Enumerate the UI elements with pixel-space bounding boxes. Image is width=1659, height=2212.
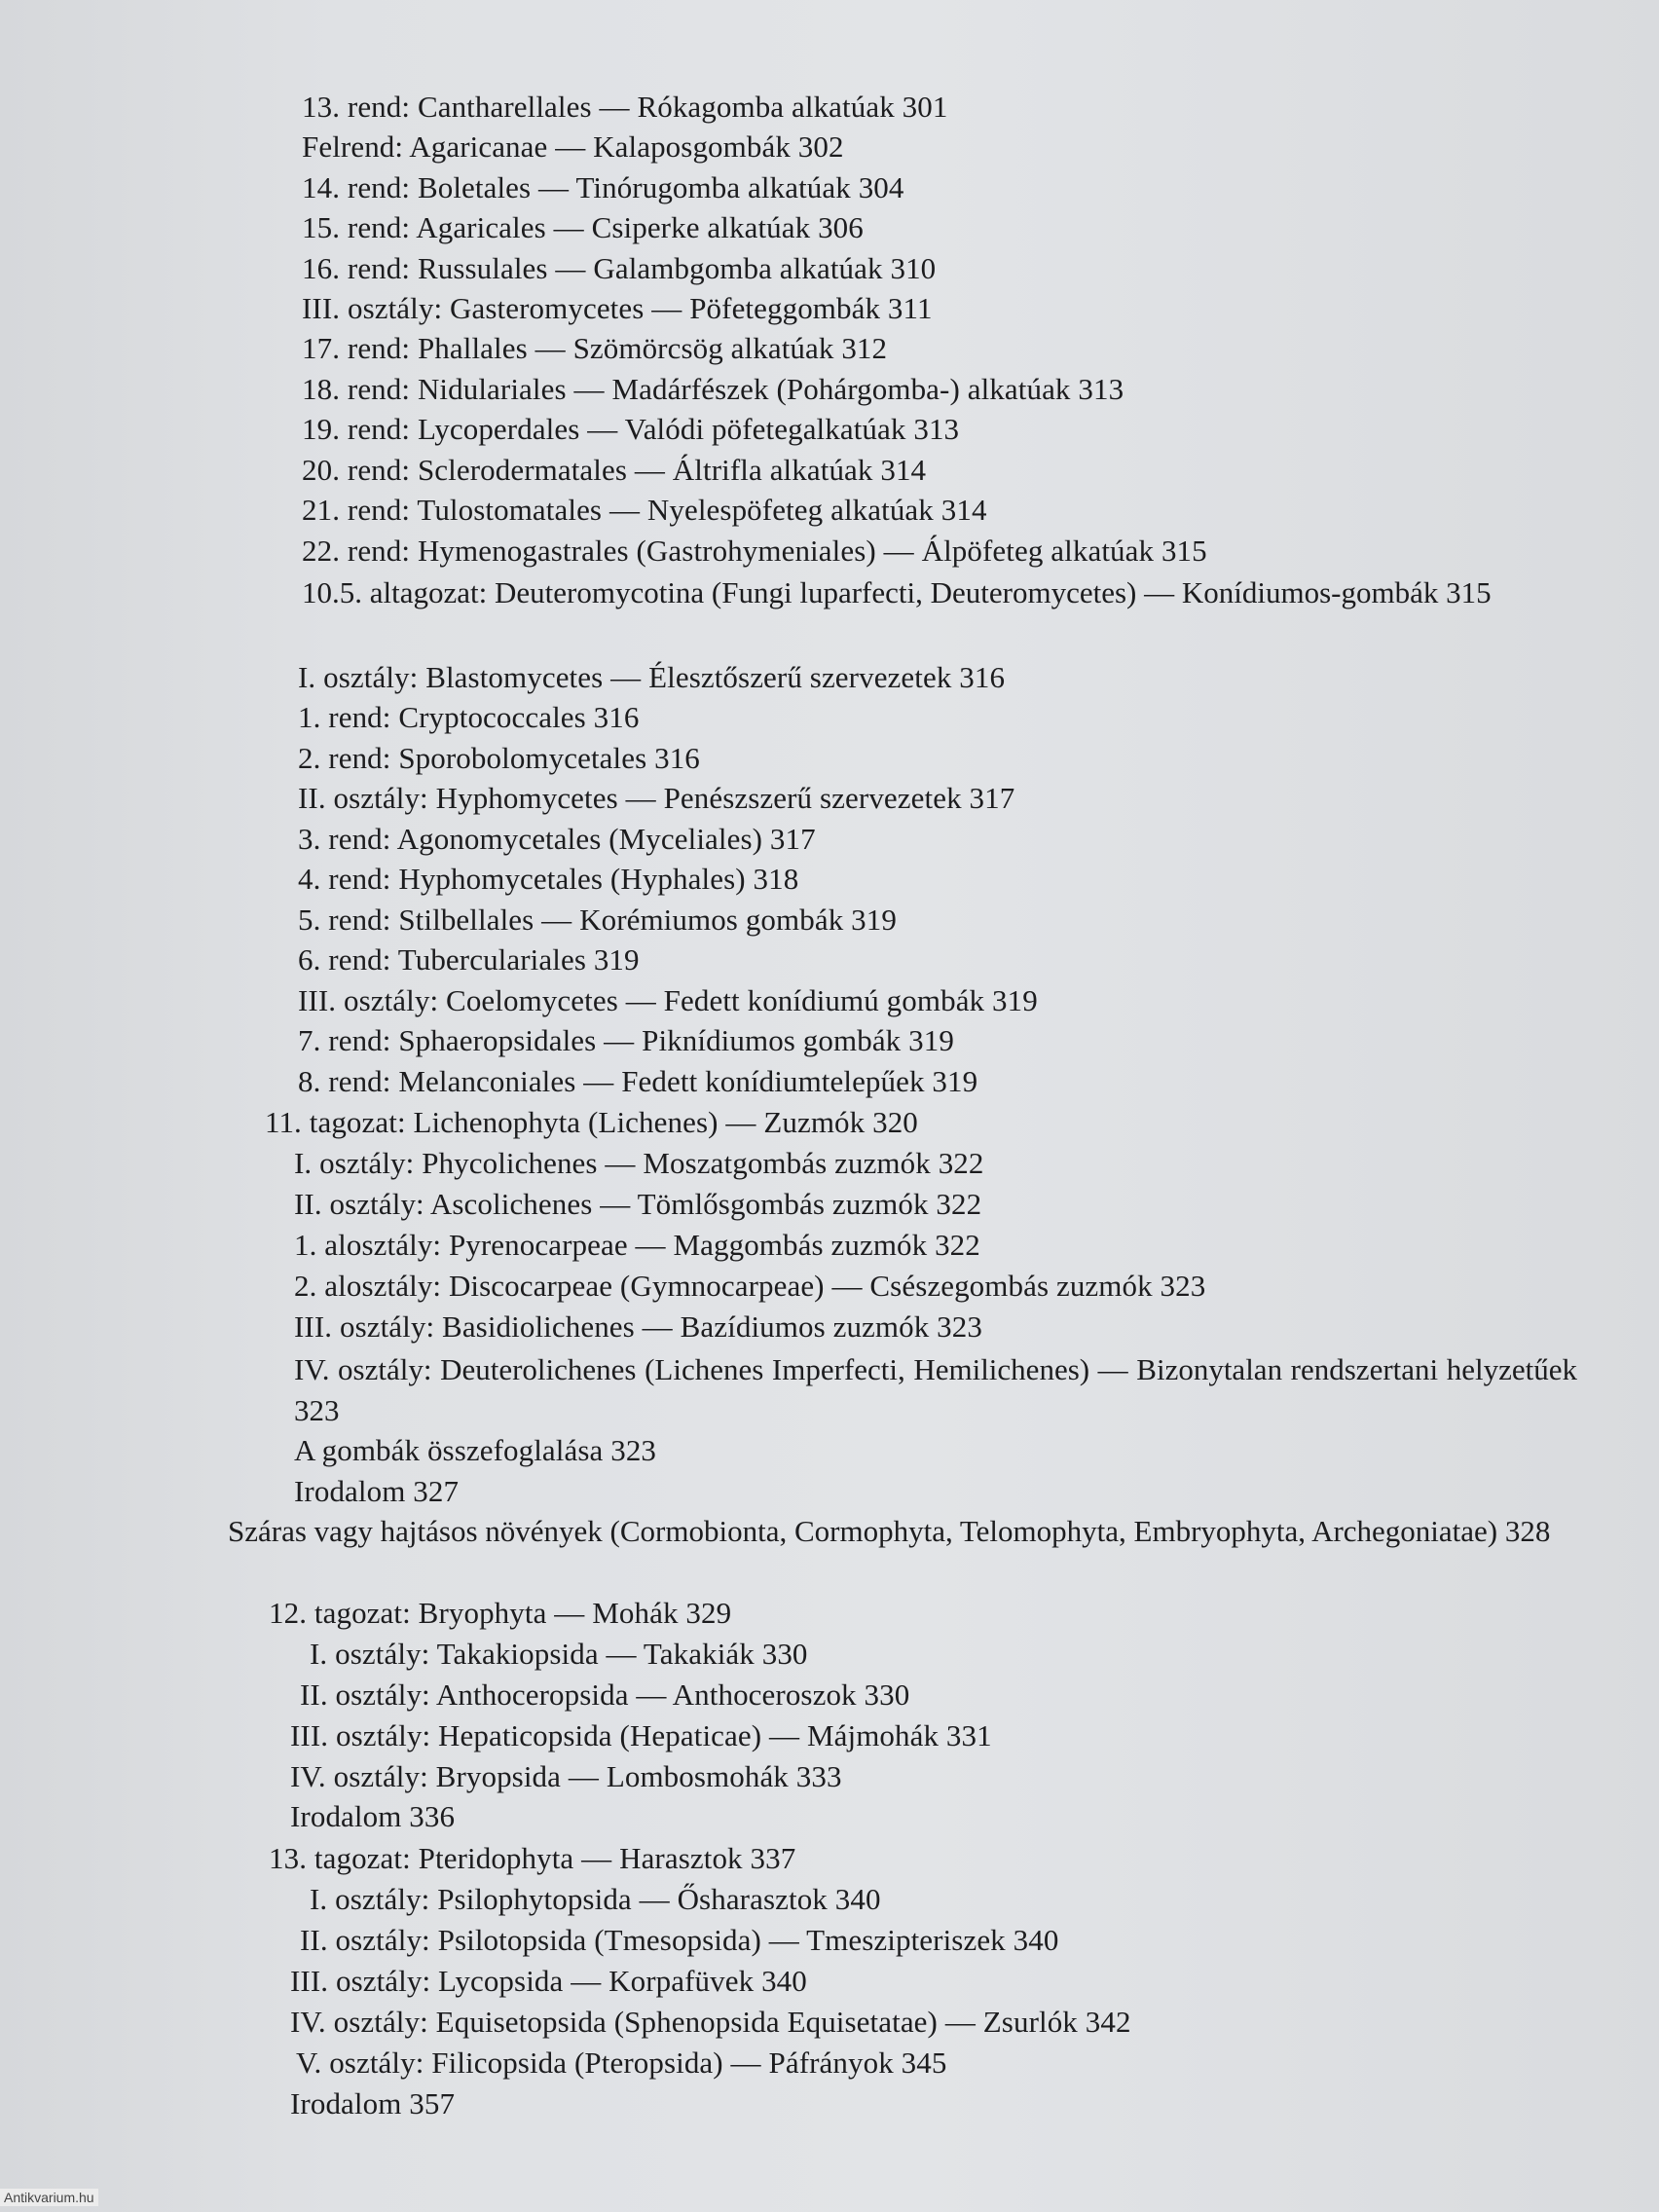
toc-entry: III. osztály: Basidiolichenes — Bazídiumos zuzmók 323 <box>294 1309 982 1344</box>
toc-entry: Irodalom 327 <box>294 1474 460 1508</box>
toc-entry: 12. tagozat: Bryophyta — Mohák 329 <box>269 1596 732 1630</box>
toc-entry: 1. rend: Cryptococcales 316 <box>298 700 640 734</box>
toc-entry: II. osztály: Anthoceropsida — Anthoceroszok 330 <box>300 1677 910 1712</box>
toc-entry: 4. rend: Hyphomycetales (Hyphales) 318 <box>298 862 799 896</box>
toc-entry: III. osztály: Lycopsida — Korpafüvek 340 <box>290 1964 807 1998</box>
toc-entry: I. osztály: Blastomycetes — Élesztőszerű szervezetek 316 <box>298 660 1006 694</box>
toc-entry: 20. rend: Sclerodermatales — Áltrifla alkatúak 314 <box>302 453 927 487</box>
toc-entry: Irodalom 336 <box>290 1799 456 1833</box>
toc-entry: Irodalom 357 <box>290 2086 456 2120</box>
toc-entry: III. osztály: Coelomycetes — Fedett konídiumú gombák 319 <box>298 983 1038 1017</box>
toc-entry: III. osztály: Hepaticopsida (Hepaticae) — Májmohák 331 <box>290 1718 992 1752</box>
toc-entry: 17. rend: Phallales — Szömörcsög alkatúak 312 <box>302 331 888 365</box>
toc-entry: IV. osztály: Equisetopsida (Sphenopsida Equisetatae) — Zsurlók 342 <box>290 2005 1131 2039</box>
toc-entry: 3. rend: Agonomycetales (Myceliales) 317 <box>298 822 816 856</box>
toc-entry: 5. rend: Stilbellales — Korémiumos gombák 319 <box>298 903 897 937</box>
toc-entry: 2. rend: Sporobolomycetales 316 <box>298 741 700 775</box>
toc-entry: 8. rend: Melanconiales — Fedett konídiumtelepűek 319 <box>298 1064 978 1098</box>
toc-entry: 16. rend: Russulales — Galambgomba alkatúak 310 <box>302 251 937 285</box>
toc-entry: III. osztály: Gasteromycetes — Pöfeteggombák 311 <box>302 291 933 325</box>
toc-entry: Felrend: Agaricanae — Kalaposgombák 302 <box>302 129 844 164</box>
toc-entry: II. osztály: Hyphomycetes — Penészszerű szervezetek 317 <box>298 781 1015 815</box>
toc-entry: V. osztály: Filicopsida (Pteropsida) — Páfrányok 345 <box>296 2046 947 2080</box>
toc-entry: IV. osztály: Deuterolichenes (Lichenes Imperfecti, Hemilichenes) — Bizonytalan rendszertani helyzetűek 323 <box>294 1352 1577 1427</box>
toc-entry: 10.5. altagozat: Deuteromycotina (Fungi luparfecti, Deuteromycetes) — Konídiumos-gombák 315 <box>302 575 1492 609</box>
toc-entry: 22. rend: Hymenogastrales (Gastrohymeniales) — Álpöfeteg alkatúak 315 <box>302 534 1207 568</box>
toc-entry: 13. tagozat: Pteridophyta — Harasztok 337 <box>269 1841 796 1875</box>
toc-entry: II. osztály: Psilotopsida (Tmesopsida) — Tmeszipteriszek 340 <box>300 1923 1059 1957</box>
watermark: Antikvarium.hu <box>0 2189 98 2206</box>
toc-entry: 18. rend: Nidulariales — Madárfészek (Pohárgomba-) alkatúak 313 <box>302 372 1124 406</box>
toc-entry: I. osztály: Psilophytopsida — Ősharasztok 340 <box>310 1882 881 1916</box>
toc-entry: 14. rend: Boletales — Tinórugomba alkatúak 304 <box>302 170 904 204</box>
toc-entry: 7. rend: Sphaeropsidales — Piknídiumos gombák 319 <box>298 1023 954 1057</box>
toc-entry: I. osztály: Takakiopsida — Takakiák 330 <box>310 1637 808 1671</box>
toc-entry: Száras vagy hajtásos növények (Cormobionta, Cormophyta, Telomophyta, Embryophyta, Archegoniatae) 328 <box>228 1514 1551 1548</box>
toc-entry: IV. osztály: Bryopsida — Lombosmohák 333 <box>290 1759 842 1793</box>
toc-entry: 21. rend: Tulostomatales — Nyelespöfeteg alkatúak 314 <box>302 493 987 527</box>
toc-entry: A gombák összefoglalása 323 <box>294 1433 657 1467</box>
toc-entry: 2. alosztály: Discocarpeae (Gymnocarpeae) — Csészegombás zuzmók 323 <box>294 1269 1206 1303</box>
toc-entry: 11. tagozat: Lichenophyta (Lichenes) — Zuzmók 320 <box>265 1105 918 1139</box>
toc-entry: 19. rend: Lycoperdales — Valódi pöfetegalkatúak 313 <box>302 412 960 446</box>
toc-entry: 15. rend: Agaricales — Csiperke alkatúak 306 <box>302 210 864 244</box>
toc-entry: I. osztály: Phycolichenes — Moszatgombás zuzmók 322 <box>294 1146 984 1180</box>
toc-entry: 6. rend: Tuberculariales 319 <box>298 942 640 977</box>
toc-entry: 1. alosztály: Pyrenocarpeae — Maggombás zuzmók 322 <box>294 1228 980 1262</box>
toc-entry: 13. rend: Cantharellales — Rókagomba alkatúak 301 <box>302 90 948 124</box>
toc-entry: II. osztály: Ascolichenes — Tömlősgombás zuzmók 322 <box>294 1187 982 1221</box>
